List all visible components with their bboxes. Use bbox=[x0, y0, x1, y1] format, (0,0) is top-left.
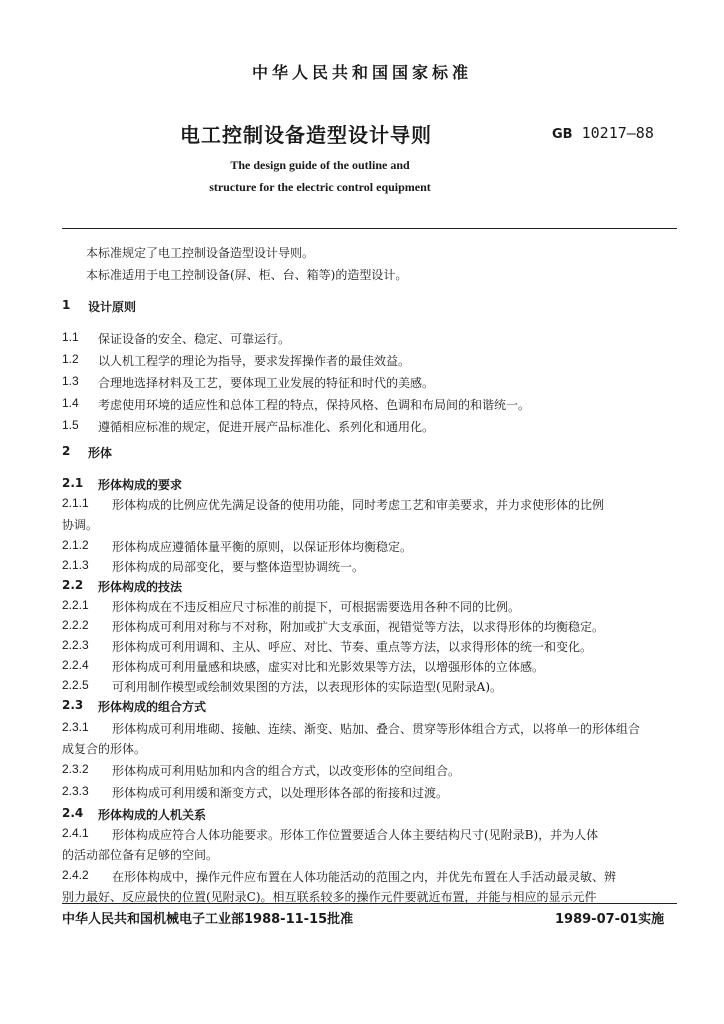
issuing-organization: 中华人民共和国国家标准 bbox=[251, 63, 472, 82]
clause-number: 1.2 bbox=[62, 352, 79, 366]
clause-number: 2.2.4 bbox=[62, 658, 89, 672]
clause-continuation: 别力最好、反应最快的位置(见附录C)。相互联系较多的操作元件要就近布置，并能与相应的显示元件 bbox=[62, 890, 597, 904]
intro-paragraph: 本标准规定了电工控制设备造型设计导则。 bbox=[86, 246, 315, 260]
clause-number: 1.5 bbox=[62, 418, 79, 432]
header-divider bbox=[62, 228, 677, 229]
clause-number: 1 bbox=[62, 298, 71, 312]
english-title-line-2: structure for the electric control equipment bbox=[209, 180, 431, 194]
clause-text: 形体构成应符合人体功能要求。形体工作位置要适合人体主要结构尺寸(见附录B)，并为人体 bbox=[112, 828, 599, 842]
footer-divider bbox=[62, 903, 677, 904]
clause-number: 2.3 bbox=[62, 698, 84, 712]
clause-text: 在形体构成中，操作元件应布置在人体功能活动的范围之内，并优先布置在人手活动最灵敏、辨 bbox=[112, 870, 617, 884]
clause-continuation: 协调。 bbox=[62, 518, 99, 532]
clause-text: 形体 bbox=[88, 446, 113, 460]
clause-number: 2.1.1 bbox=[62, 496, 89, 510]
clause-text: 形体构成可利用堆砌、接触、连续、渐变、贴加、叠合、贯穿等形体组合方式，以将单一的形体组合 bbox=[112, 722, 641, 736]
clause-text: 形体构成可利用量感和块感，虚实对比和光影效果等方法，以增强形体的立体感。 bbox=[112, 660, 545, 674]
clause-text: 形体构成的要求 bbox=[98, 478, 183, 492]
clause-continuation: 的活动部位备有足够的空间。 bbox=[62, 848, 219, 862]
intro-paragraph: 本标准适用于电工控制设备(屏、柜、台、箱等)的造型设计。 bbox=[86, 268, 408, 282]
clause-text: 形体构成可利用缓和渐变方式，以处理形体各部的衔接和过渡。 bbox=[112, 786, 449, 800]
clause-number: 2.3.3 bbox=[62, 784, 89, 798]
english-title-line-1: The design guide of the outline and bbox=[230, 158, 410, 172]
standard-prefix: GB bbox=[552, 127, 573, 142]
clause-text: 以人机工程学的理论为指导，要求发挥操作者的最佳效益。 bbox=[98, 354, 411, 368]
approval-line: 中华人民共和国机械电子工业部1988-11-15批准 bbox=[62, 912, 354, 927]
clause-number: 2.2.5 bbox=[62, 678, 89, 692]
clause-text: 考虑使用环境的适应性和总体工程的特点，保持风格、色调和布局间的和谐统一。 bbox=[98, 398, 531, 412]
clause-number: 2.2.3 bbox=[62, 638, 89, 652]
clause-text: 形体构成应遵循体量平衡的原则，以保证形体均衡稳定。 bbox=[112, 540, 413, 554]
clause-number: 1.1 bbox=[62, 330, 79, 344]
clause-number: 2.1.3 bbox=[62, 558, 89, 572]
clause-text: 形体构成可利用贴加和内含的组合方式，以改变形体的空间组合。 bbox=[112, 764, 461, 778]
clause-number: 2.2.2 bbox=[62, 618, 89, 632]
clause-number: 2.4 bbox=[62, 806, 84, 820]
clause-number: 2.1.2 bbox=[62, 538, 89, 552]
clause-text: 形体构成可利用调和、主从、呼应、对比、节奏、重点等方法，以求得形体的统一和变化。 bbox=[112, 640, 593, 654]
clause-text: 形体构成在不违反相应尺寸标准的前提下，可根据需要选用各种不同的比例。 bbox=[112, 600, 521, 614]
clause-text: 合理地选择材料及工艺，要体现工业发展的特征和时代的美感。 bbox=[98, 376, 435, 390]
effective-date: 1989-07-01实施 bbox=[555, 912, 665, 927]
clause-number: 2 bbox=[62, 444, 71, 458]
clause-text: 形体构成的组合方式 bbox=[98, 700, 207, 714]
clause-text: 形体构成的技法 bbox=[98, 580, 183, 594]
clause-number: 2.1 bbox=[62, 476, 84, 490]
clause-number: 2.2 bbox=[62, 578, 84, 592]
clause-number: 2.2.1 bbox=[62, 598, 89, 612]
standard-code: 10217—88 bbox=[581, 124, 654, 142]
clause-number: 1.3 bbox=[62, 374, 79, 388]
clause-number: 2.4.2 bbox=[62, 868, 89, 882]
clause-number: 2.4.1 bbox=[62, 826, 89, 840]
clause-text: 保证设备的安全、稳定、可靠运行。 bbox=[98, 332, 291, 346]
document-title: 电工控制设备造型设计导则 bbox=[180, 123, 432, 147]
clause-number: 2.3.2 bbox=[62, 762, 89, 776]
clause-text: 遵循相应标准的规定，促进开展产品标准化、系列化和通用化。 bbox=[98, 420, 435, 434]
clause-number: 1.4 bbox=[62, 396, 79, 410]
clause-text: 形体构成的局部变化，要与整体造型协调统一。 bbox=[112, 560, 365, 574]
standard-number bbox=[552, 124, 654, 142]
clause-text: 形体构成可利用对称与不对称，附加或扩大支承面，视错觉等方法，以求得形体的均衡稳定。 bbox=[112, 620, 605, 634]
clause-text: 设计原则 bbox=[88, 300, 137, 314]
clause-text: 可利用制作模型或绘制效果图的方法，以表现形体的实际造型(见附录A)。 bbox=[112, 680, 503, 694]
clause-continuation: 成复合的形体。 bbox=[62, 742, 147, 756]
clause-number: 2.3.1 bbox=[62, 720, 89, 734]
clause-text: 形体构成的人机关系 bbox=[98, 808, 207, 822]
clause-text: 形体构成的比例应优先满足设备的使用功能，同时考虑工艺和审美要求，并力求使形体的比例 bbox=[112, 498, 605, 512]
